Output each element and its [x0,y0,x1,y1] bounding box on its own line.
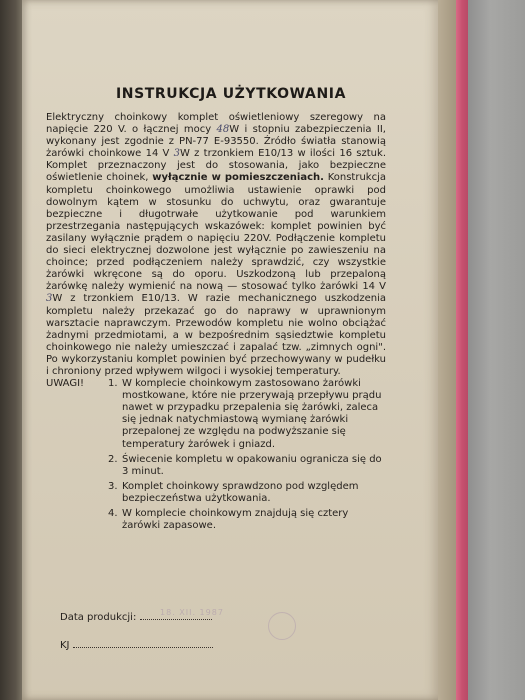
notes-heading: UWAGI! [46,378,85,390]
intro-text-5: W z trzonkiem E10/13. W razie mechanicznego uszkodzenia kompletu należy przekazać go do naprawy w uprawnionym warsztacie naprawczym. Przewodów kompletu nie wolno obciążać żadnymi przedmiotami, a w bezpośrednim sąsiedztwie kompletu choinkowego nie należy umieszczać i zapalać tzw. „zimnych ogni". Po wykorzystaniu komplet powinien być przechowywany w pudełku i chroniony przed wpływem wilgoci i wysokiej temperatury. [46,293,386,377]
note-number: 1. [108,378,118,390]
pink-box-strip [456,0,468,700]
note-item-4 [108,508,386,532]
handwritten-power: 48 [216,124,230,136]
round-stamp-mark [268,612,296,640]
note-item-3 [108,481,386,505]
indoor-only-note: wyłącznie w pomieszczeniach. [152,172,324,184]
note-text: W komplecie choinkowym znajdują się cztery żarówki zapasowe. [122,508,349,532]
instruction-body [46,112,386,532]
note-item-2 [108,454,386,478]
note-number: 3. [108,480,118,492]
notes-section [46,378,386,532]
intro-text-4: Konstrukcja kompletu choinkowego umożliwia ustawienie oprawki pod dowolnym kątem w stosunku do uchwytu, oraz gwarantuje bezpieczne i długotrwałe użytkowanie pod warunkiem przestrzegania następujących wskazówek: komplet powinien być zasilany wyłącznie prądem o napięciu 220V. Podłączenie kompletu do sieci elektrycznej dozwolone jest wyłącznie po zawieszeniu na choince; przed podłączeniem należy sprawdzić, czy wszystkie żarówki wkręcone są do oporu. Uszkodzoną lub przepaloną żarówkę należy wymienić na nową — stosować tylko żarówki 14 V [46,172,386,293]
background-surface [468,0,525,700]
kj-signature-line [73,647,213,648]
box-side [438,0,456,700]
handwritten-bulb-watt-2: 3 [46,293,53,305]
note-number: 2. [108,453,118,465]
document-title: INSTRUKCJA UŻYTKOWANIA [115,86,347,102]
note-number: 4. [108,508,118,519]
kj-label: KJ [60,640,70,651]
note-item-1 [46,378,386,451]
production-date-line [140,619,212,620]
kj-field [60,640,213,651]
intro-text-1: Elektryczny choinkowy komplet oświetleniowy szeregowy na napięcie 220 V. o łącznej mocy [46,112,386,136]
intro-text-2: W i stopniu zabezpieczenia II, wykonany jest zgodnie z PN-77 E-93550. Źródło światła stanowią żarówki choinkowe 14 V [46,124,386,160]
production-date-label: Data produkcji: [60,612,137,623]
intro-paragraph [46,112,386,378]
note-text: Świecenie kompletu w opakowaniu ogranicza się do 3 minut. [122,453,382,477]
note-text: W komplecie choinkowym zastosowano żarówki mostkowane, które nie przerywają przepływu prądu nawet w przypadku przepalenia się żarówki, zaleca się jednak natychmiastową wymianę żarówki przepalonej ze względu na podwyższanie się temperatury żarówek i gniazd. [122,378,382,450]
intro-text-3: W z trzonkiem E10/13 w ilości 16 sztuk. Komplet przeznaczony jest do stosowania, jako bezpieczne oświetlenie choinek, [46,148,386,184]
handwritten-bulb-watt-1: 3 [173,148,181,160]
faint-date-stamp: 18. XII. 1987 [160,608,224,617]
note-text: Komplet choinkowy sprawdzono pod względem bezpieczeństwa użytkowania. [122,480,359,504]
